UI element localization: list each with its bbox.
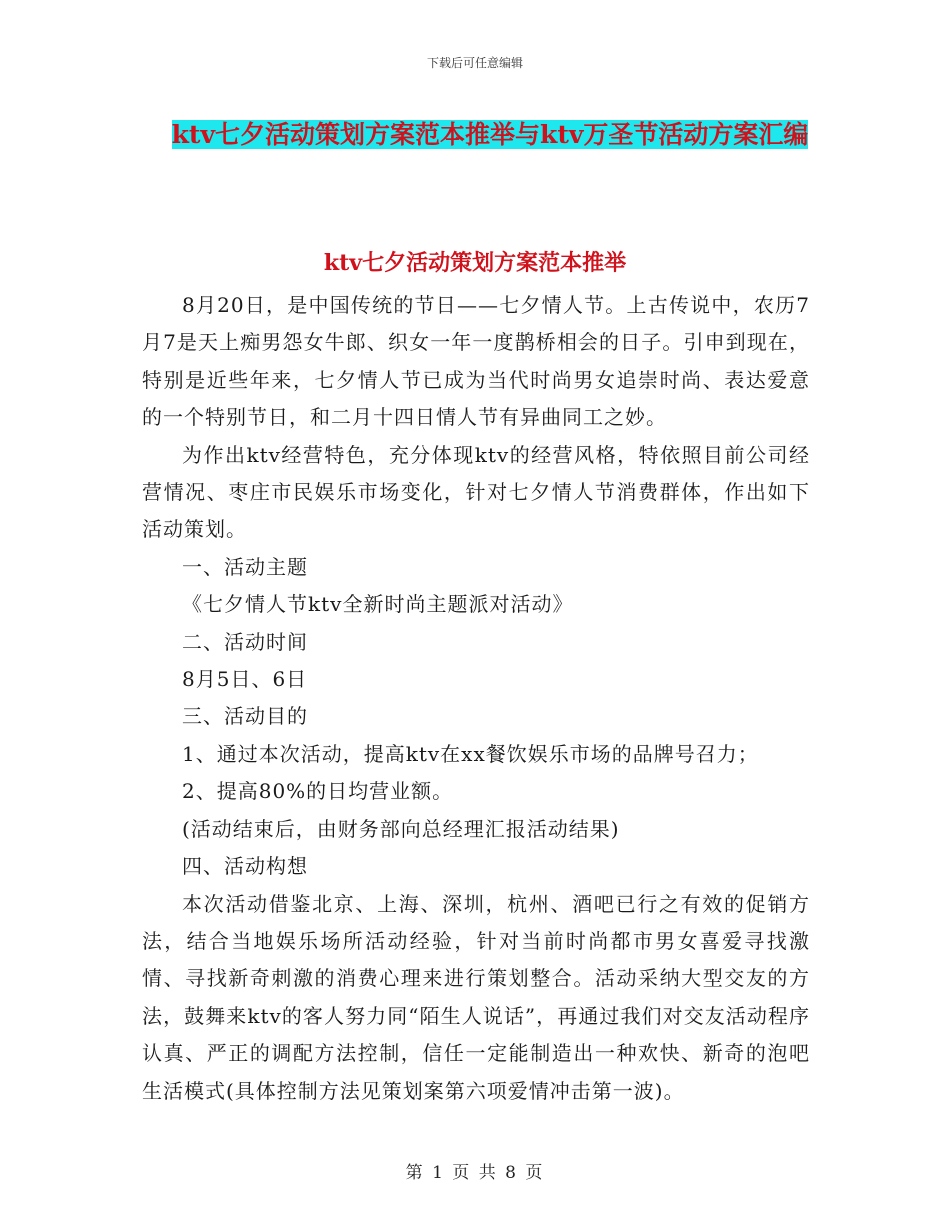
paragraph: 本次活动借鉴北京、上海、深圳，杭州、酒吧已行之有效的促销方法，结合当地娱乐场所活动经验，针对当前时尚都市男女喜爱寻找激情、寻找新奇刺激的消费心理来进行策划整合。活动采纳大型交友的方法，鼓舞来ktv的客人努力同“陌生人说话”，再通过我们对交友活动程序认真、严正的调配方法控制，信任一定能制造出一种欢快、新奇的泡吧生活模式(具体控制方法见策划案第六项爱情冲击第一波)。 bbox=[142, 891, 810, 1103]
paragraph: 二、活动时间 bbox=[182, 629, 308, 654]
paragraph: 《七夕情人节ktv全新时尚主题派对活动》 bbox=[182, 592, 574, 617]
paragraph: 8月20日，是中国传统的节日——七夕情人节。上古传说中，农历7月7是天上痴男怨女牛郎、织女一年一度鹊桥相会的日子。引申到现在，特别是近些年来，七夕情人节已成为当代时尚男女追崇时尚、表达爱意的一个特别节日，和二月十四日情人节有异曲同工之妙。 bbox=[142, 293, 810, 430]
document-title-text: ktv七夕活动策划方案范本推举与ktv万圣节活动方案汇编 bbox=[171, 120, 809, 149]
paragraph: 1、通过本次活动，提高ktv在xx餐饮娱乐市场的品牌号召力； bbox=[182, 741, 759, 766]
paragraph: 四、活动构想 bbox=[182, 854, 308, 879]
body-text bbox=[142, 287, 810, 1110]
paragraph: 2、提高80%的日均营业额。 bbox=[182, 779, 454, 804]
paragraph: 8月5日、6日 bbox=[182, 667, 308, 692]
paragraph: 三、活动目的 bbox=[182, 704, 308, 729]
header-note: 下载后可任意编辑 bbox=[426, 56, 523, 70]
page-footer: 第 1 页 共 8 页 bbox=[405, 1163, 545, 1183]
document-title bbox=[140, 112, 840, 158]
section-title: ktv七夕活动策划方案范本推举 bbox=[323, 250, 627, 276]
paragraph: 一、活动主题 bbox=[182, 554, 308, 579]
paragraph: (活动结束后，由财务部向总经理汇报活动结果) bbox=[182, 816, 620, 841]
paragraph: 为作出ktv经营特色，充分体现ktv的经营风格，特依照目前公司经营情况、枣庄市民娱乐市场变化，针对七夕情人节消费群体，作出如下活动策划。 bbox=[142, 442, 810, 542]
